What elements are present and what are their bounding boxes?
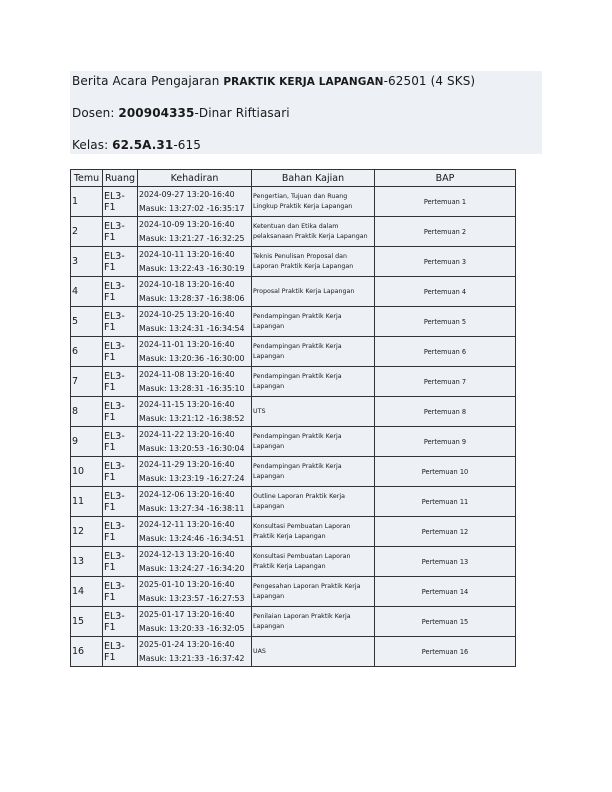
bap-cell: Pertemuan 8 [375, 397, 516, 427]
attendance-cell [138, 637, 252, 667]
column-header-bap: BAP [375, 170, 516, 187]
meeting-number: 5 [71, 307, 103, 337]
schedule-time: 2024-09-27 13:20-16:40 [139, 189, 235, 199]
document-title [72, 74, 475, 88]
bap-cell: Pertemuan 2 [375, 217, 516, 247]
table-row [71, 487, 516, 517]
meeting-number: 13 [71, 547, 103, 577]
class-code: 62.5A.31 [112, 138, 174, 152]
check-in-time: Masuk: 13:21:33 -16:37:42 [139, 653, 245, 663]
attendance-cell [138, 487, 252, 517]
check-in-time: Masuk: 13:24:27 -16:34:20 [139, 563, 245, 573]
room-code: EL3-F1 [103, 307, 138, 337]
topic-cell: Penilaian Laporan Praktik Kerja Lapangan [252, 607, 375, 637]
attendance-cell [138, 427, 252, 457]
schedule-time: 2024-10-18 13:20-16:40 [139, 279, 235, 289]
topic-cell: Pengertian, Tujuan dan Ruang Lingkup Praktik Kerja Lapangan [252, 187, 375, 217]
schedule-time: 2024-12-06 13:20-16:40 [139, 489, 235, 499]
check-in-time: Masuk: 13:28:31 -16:35:10 [139, 383, 245, 393]
check-in-time: Masuk: 13:20:36 -16:30:00 [139, 353, 245, 363]
table-header-row [71, 170, 516, 187]
schedule-time: 2024-11-15 13:20-16:40 [139, 399, 235, 409]
meeting-number: 1 [71, 187, 103, 217]
room-code: EL3-F1 [103, 517, 138, 547]
meeting-number: 14 [71, 577, 103, 607]
meeting-number: 16 [71, 637, 103, 667]
topic-cell: Pengesahan Laporan Praktik Kerja Lapangan [252, 577, 375, 607]
course-name: PRAKTIK KERJA LAPANGAN [223, 76, 384, 88]
attendance-cell [138, 577, 252, 607]
schedule-time: 2024-12-11 13:20-16:40 [139, 519, 235, 529]
bap-cell: Pertemuan 14 [375, 577, 516, 607]
topic-cell: UTS [252, 397, 375, 427]
column-header-meeting: Temu [71, 170, 103, 187]
bap-cell: Pertemuan 7 [375, 367, 516, 397]
room-code: EL3-F1 [103, 337, 138, 367]
room-code: EL3-F1 [103, 547, 138, 577]
schedule-time: 2024-10-09 13:20-16:40 [139, 219, 235, 229]
bap-cell: Pertemuan 3 [375, 247, 516, 277]
topic-cell: Pendampingan Praktik Kerja Lapangan [252, 307, 375, 337]
table-row [71, 397, 516, 427]
room-code: EL3-F1 [103, 637, 138, 667]
check-in-time: Masuk: 13:20:33 -16:32:05 [139, 623, 245, 633]
attendance-cell [138, 217, 252, 247]
room-code: EL3-F1 [103, 247, 138, 277]
check-in-time: Masuk: 13:20:53 -16:30:04 [139, 443, 245, 453]
bap-cell: Pertemuan 10 [375, 457, 516, 487]
lecturer-id: 200904335 [118, 106, 195, 120]
table-row [71, 217, 516, 247]
table-row [71, 547, 516, 577]
lecturer-name: -Dinar Riftiasari [194, 106, 290, 120]
bap-cell: Pertemuan 6 [375, 337, 516, 367]
bap-cell: Pertemuan 11 [375, 487, 516, 517]
meeting-number: 6 [71, 337, 103, 367]
class-line [72, 138, 201, 152]
room-code: EL3-F1 [103, 427, 138, 457]
meeting-number: 7 [71, 367, 103, 397]
document-header [70, 71, 542, 154]
attendance-cell [138, 547, 252, 577]
schedule-time: 2025-01-10 13:20-16:40 [139, 579, 235, 589]
room-code: EL3-F1 [103, 577, 138, 607]
meeting-number: 11 [71, 487, 103, 517]
topic-cell: Pendampingan Praktik Kerja Lapangan [252, 457, 375, 487]
table-row [71, 247, 516, 277]
attendance-cell [138, 277, 252, 307]
attendance-cell [138, 457, 252, 487]
bap-cell: Pertemuan 9 [375, 427, 516, 457]
course-code-credits: -62501 (4 SKS) [383, 74, 476, 88]
attendance-cell [138, 367, 252, 397]
room-code: EL3-F1 [103, 187, 138, 217]
bap-cell: Pertemuan 15 [375, 607, 516, 637]
table-row [71, 337, 516, 367]
check-in-time: Masuk: 13:27:34 -16:38:11 [139, 503, 245, 513]
bap-cell: Pertemuan 12 [375, 517, 516, 547]
check-in-time: Masuk: 13:28:37 -16:38:06 [139, 293, 245, 303]
schedule-time: 2024-11-08 13:20-16:40 [139, 369, 235, 379]
attendance-table [70, 169, 516, 667]
topic-cell: Pendampingan Praktik Kerja Lapangan [252, 337, 375, 367]
class-suffix: -615 [173, 138, 201, 152]
bap-cell: Pertemuan 13 [375, 547, 516, 577]
attendance-cell [138, 337, 252, 367]
attendance-cell [138, 397, 252, 427]
table-row [71, 187, 516, 217]
title-prefix: Berita Acara Pengajaran [72, 74, 224, 88]
room-code: EL3-F1 [103, 607, 138, 637]
schedule-time: 2024-11-22 13:20-16:40 [139, 429, 235, 439]
topic-cell: UAS [252, 637, 375, 667]
check-in-time: Masuk: 13:24:31 -16:34:54 [139, 323, 245, 333]
attendance-cell [138, 187, 252, 217]
check-in-time: Masuk: 13:23:19 -16:27:24 [139, 473, 245, 483]
topic-cell: Outline Laporan Praktik Kerja Lapangan [252, 487, 375, 517]
schedule-time: 2024-11-29 13:20-16:40 [139, 459, 235, 469]
topic-cell: Pendampingan Praktik Kerja Lapangan [252, 427, 375, 457]
schedule-time: 2024-12-13 13:20-16:40 [139, 549, 235, 559]
bap-cell: Pertemuan 1 [375, 187, 516, 217]
attendance-cell [138, 307, 252, 337]
schedule-time: 2024-11-01 13:20-16:40 [139, 339, 235, 349]
topic-cell: Konsultasi Pembuatan Laporan Praktik Kerja Lapangan [252, 517, 375, 547]
room-code: EL3-F1 [103, 217, 138, 247]
table-row [71, 457, 516, 487]
room-code: EL3-F1 [103, 487, 138, 517]
topic-cell: Ketentuan dan Etika dalam pelaksanaan Praktik Kerja Lapangan [252, 217, 375, 247]
check-in-time: Masuk: 13:23:57 -16:27:53 [139, 593, 245, 603]
topic-cell: Pendampingan Praktik Kerja Lapangan [252, 367, 375, 397]
table-row [71, 607, 516, 637]
schedule-time: 2024-10-11 13:20-16:40 [139, 249, 235, 259]
table-row [71, 637, 516, 667]
room-code: EL3-F1 [103, 397, 138, 427]
bap-cell: Pertemuan 5 [375, 307, 516, 337]
meeting-number: 12 [71, 517, 103, 547]
bap-cell: Pertemuan 16 [375, 637, 516, 667]
attendance-cell [138, 517, 252, 547]
table-row [71, 577, 516, 607]
schedule-time: 2025-01-24 13:20-16:40 [139, 639, 235, 649]
table-row [71, 517, 516, 547]
check-in-time: Masuk: 13:27:02 -16:35:17 [139, 203, 245, 213]
room-code: EL3-F1 [103, 367, 138, 397]
meeting-number: 3 [71, 247, 103, 277]
room-code: EL3-F1 [103, 457, 138, 487]
check-in-time: Masuk: 13:21:27 -16:32:25 [139, 233, 245, 243]
meeting-number: 8 [71, 397, 103, 427]
check-in-time: Masuk: 13:21:12 -16:38:52 [139, 413, 245, 423]
bap-cell: Pertemuan 4 [375, 277, 516, 307]
attendance-cell [138, 247, 252, 277]
schedule-time: 2024-10-25 13:20-16:40 [139, 309, 235, 319]
meeting-number: 15 [71, 607, 103, 637]
column-header-topic: Bahan Kajian [252, 170, 375, 187]
topic-cell: Teknis Penulisan Proposal dan Laporan Praktik Kerja Lapangan [252, 247, 375, 277]
topic-cell: Proposal Praktik Kerja Lapangan [252, 277, 375, 307]
check-in-time: Masuk: 13:24:46 -16:34:51 [139, 533, 245, 543]
meeting-number: 2 [71, 217, 103, 247]
table-row [71, 307, 516, 337]
schedule-time: 2025-01-17 13:20-16:40 [139, 609, 235, 619]
table-row [71, 427, 516, 457]
meeting-number: 4 [71, 277, 103, 307]
lecturer-label: Dosen: [72, 106, 119, 120]
attendance-cell [138, 607, 252, 637]
table-row [71, 277, 516, 307]
table-row [71, 367, 516, 397]
room-code: EL3-F1 [103, 277, 138, 307]
lecturer-line [72, 106, 290, 120]
column-header-attendance: Kehadiran [138, 170, 252, 187]
column-header-room: Ruang [103, 170, 138, 187]
table-body [71, 187, 516, 667]
meeting-number: 10 [71, 457, 103, 487]
meeting-number: 9 [71, 427, 103, 457]
class-label: Kelas: [72, 138, 113, 152]
check-in-time: Masuk: 13:22:43 -16:30:19 [139, 263, 245, 273]
topic-cell: Konsultasi Pembuatan Laporan Praktik Kerja Lapangan [252, 547, 375, 577]
